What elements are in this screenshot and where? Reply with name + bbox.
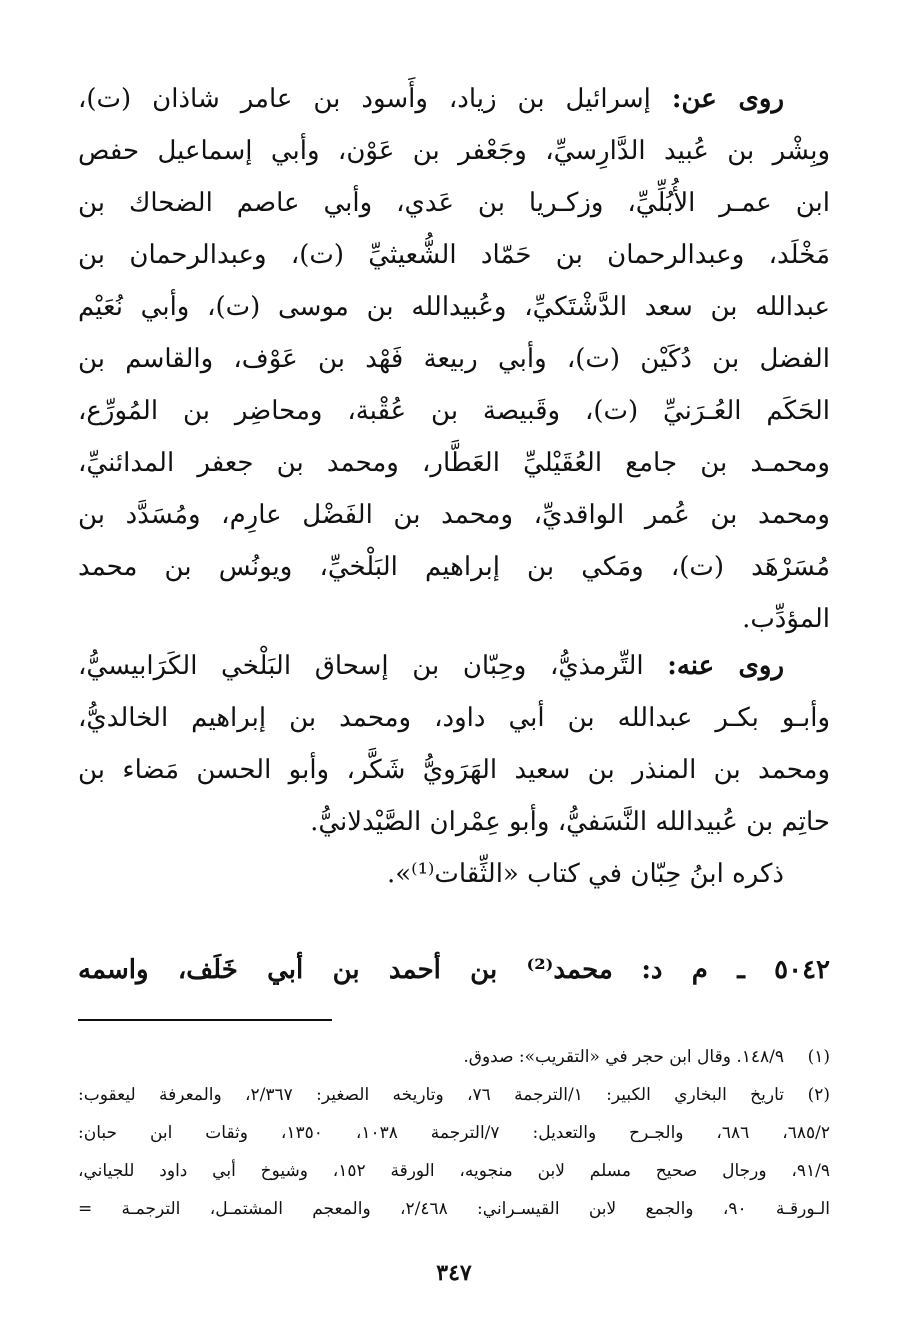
text-line: مُسَرْهَد (ت)، ومَكي بن إبراهيم البَلْخيِّ، ويونُس بن محمد [78, 552, 830, 582]
footnote-number: (٢) [807, 1085, 830, 1105]
entry-heading [78, 944, 830, 996]
footnote-continuation: ٦٨٥/٢، ٦٨٦، والجـرح والتعديل: ٧/الترجمة ١٠٣٨، ١٣٥٠، وثقات ابن حبان: [78, 1123, 831, 1143]
page-number: ٣٤٧ [436, 1260, 472, 1286]
footnotes [78, 1038, 830, 1228]
footnote-continuation: ٩١/٩، ورجال صحيح مسلم لابن منجويه، الورقة ١٥٢، وشيوخ أبي داود للجياني، [78, 1161, 830, 1181]
text-line: مَخْلَد، وعبدالرحمان بن حَمّاد الشُّعيثيِّ (ت)، وعبدالرحمان بن [78, 240, 830, 270]
section-label: روى عنه: [667, 651, 784, 681]
text-line: ومحمـد بن جامع العُقَيْليِّ العَطَّار، ومحمد بن جعفر المدائنيِّ، [78, 448, 830, 478]
text-line: الحَكَم العُـرَنيِّ (ت)، وقَبيصة بن عُقْبة، ومحاضِر بن المُورِّع، [78, 396, 830, 426]
footnote-number: (١) [807, 1047, 830, 1067]
footnote-divider [78, 1019, 332, 1021]
entry-text: محمد⁽²⁾ بن أحمد بن أبي خَلَف، واسمه [78, 955, 613, 985]
text-line [78, 944, 830, 996]
section-label: روى عن: [671, 84, 784, 114]
text-line: روى عنه: التِّرمذيُّ، وحِبّان بن إسحاق البَلْخي الكَرَابيسيُّ، [78, 651, 784, 681]
text-line: ومحمد بن المنذر بن سعيد الهَرَويُّ شَكَّر، وأبو الحسن مَضاء بن [78, 755, 830, 785]
footnote: (١)١٤٨/٩. وقال ابن حجر في «التقريب»: صدوق. [78, 1038, 830, 1076]
footnote-continuation: الـورقـة ٩٠، والجمع لابن القيسـراني: ٢/٤٦٨، والمعجم المشتمـل، الترجمـة = [78, 1199, 831, 1219]
riwaya-anhu-section [78, 640, 830, 900]
text-line [78, 848, 830, 900]
text-line: وبِشْر بن عُبيد الدَّارِسيِّ، وجَعْفر بن عَوْن، وأبي إسماعيل حفص [78, 136, 830, 166]
riwaya-an-section [78, 73, 830, 645]
text-line: عبدالله بن سعد الدَّشْتَكيِّ، وعُبيدالله بن موسى (ت)، وأبي نُعَيْم [78, 292, 830, 322]
text-line: روى عن: إسرائيل بن زياد، وأَسود بن عامر شاذان (ت)، [78, 84, 784, 114]
text-line: وأبـو بكـر عبدالله بن أبي داود، ومحمد بن إبراهيم الخالديُّ، [78, 703, 830, 733]
entry-number: ٥٠٤٢ ـ م د: [641, 955, 830, 985]
text-line: المؤدِّب. [742, 604, 830, 634]
text-line: الفضل بن دُكَيْن (ت)، وأبي ربيعة فَهْد بن عَوْف، والقاسم بن [78, 344, 830, 374]
text-line: حاتِم بن عُبيدالله النَّسَفيُّ، وأبو عِمْران الصَّيْدلانيُّ. [310, 807, 830, 837]
footnote: (٢)تاريخ البخاري الكبير: ١/الترجمة ٧٦، وتاريخه الصغير: ٢/٣٦٧، والمعرفة ليعقوب: [78, 1076, 830, 1114]
dhikr-line: ذكره ابنُ حِبّان في كتاب «الثِّقات⁽¹⁾». [387, 859, 784, 889]
text-line: ابن عمـر الأُبُلِّيِّ، وزكـريا بن عَدي، وأبي عاصم الضحاك بن [78, 188, 830, 218]
text-line: ومحمد بن عُمر الواقديِّ، ومحمد بن الفَضْل عارِم، ومُسَدَّد بن [78, 500, 830, 530]
